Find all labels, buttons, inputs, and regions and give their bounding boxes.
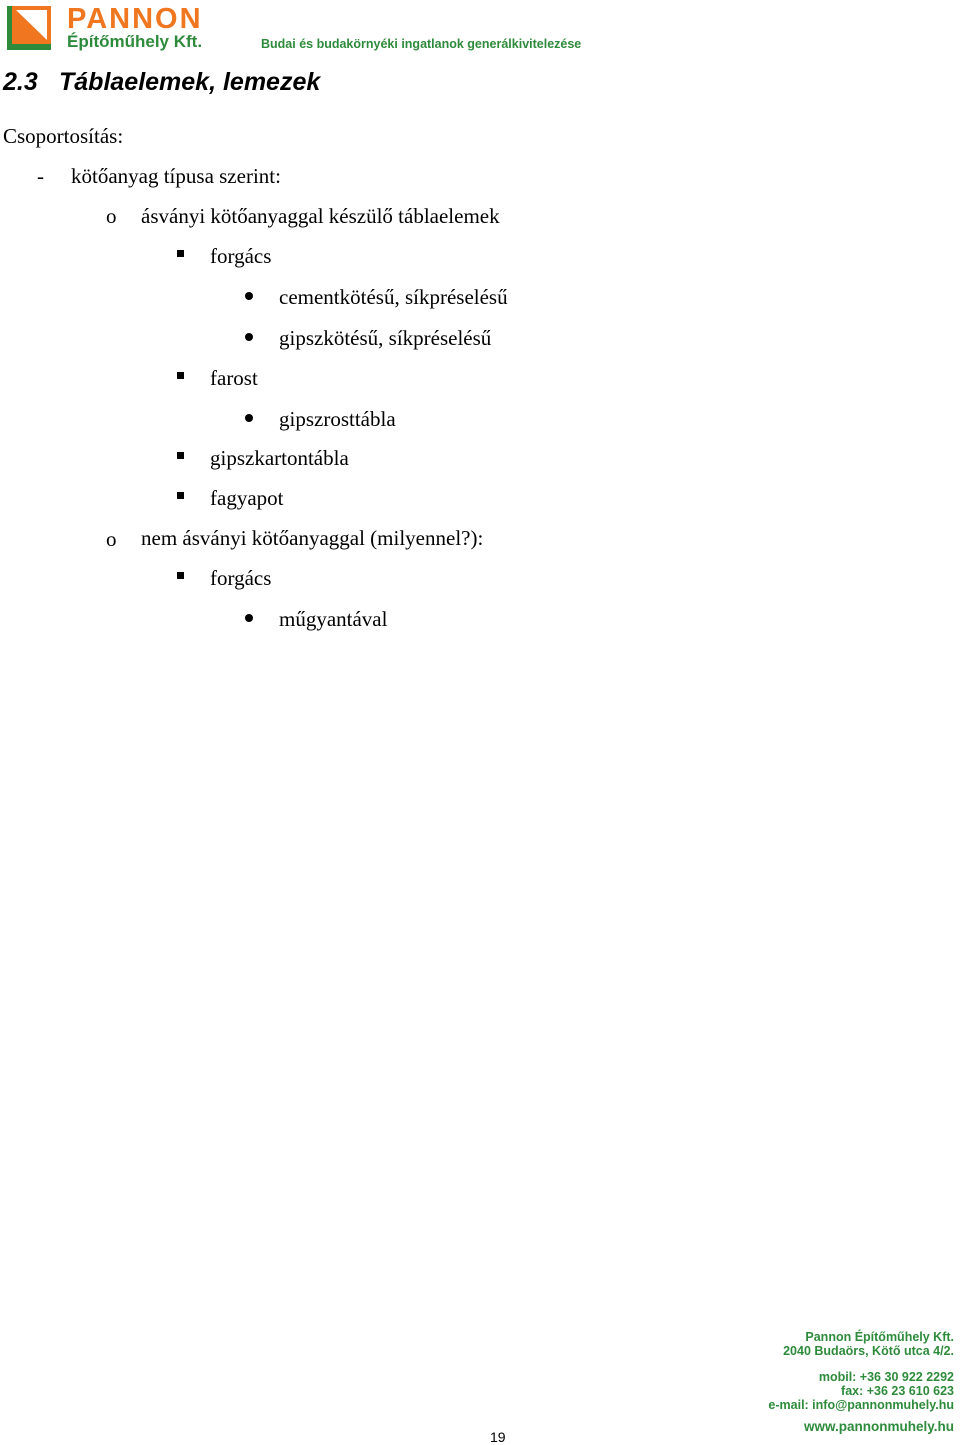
footer-website: www.pannonmuhely.hu [804, 1419, 954, 1434]
round-bullet-icon [245, 333, 253, 341]
page-header [0, 0, 960, 60]
list-item: gipszkötésű, síkpréselésű [279, 326, 492, 350]
list-item: kötőanyag típusa szerint: [71, 164, 281, 188]
list-item: farost [210, 366, 258, 390]
logo-name: PANNON [67, 3, 203, 35]
round-bullet-icon [245, 292, 253, 300]
section-heading [3, 68, 320, 97]
list-item: gipszrosttábla [279, 407, 396, 431]
square-bullet-icon [177, 492, 184, 499]
company-logo-icon [7, 6, 51, 50]
square-bullet-icon [177, 572, 184, 579]
logo-subtitle: Építőműhely Kft. [67, 32, 203, 51]
circle-bullet: o [106, 527, 117, 551]
list-item: nem ásványi kötőanyaggal (milyennel?): [141, 526, 484, 550]
footer-address: 2040 Budaörs, Kötő utca 4/2. [783, 1344, 954, 1358]
square-bullet-icon [177, 452, 184, 459]
round-bullet-icon [245, 614, 253, 622]
section-number: 2.3 [3, 68, 38, 96]
square-bullet-icon [177, 250, 184, 257]
footer-mobile: mobil: +36 30 922 2292 [818, 1370, 954, 1384]
circle-bullet: o [106, 204, 117, 228]
list-item: fagyapot [210, 486, 284, 510]
square-bullet-icon [177, 372, 184, 379]
list-item: forgács [210, 566, 272, 590]
list-item: cementkötésű, síkpréselésű [279, 285, 508, 309]
list-item: műgyantával [279, 607, 388, 631]
list-item: ásványi kötőanyaggal készülő táblaelemek [141, 204, 500, 228]
header-tagline: Budai és budakörnyéki ingatlanok generálkivitelezése [261, 37, 582, 51]
section-title: Táblaelemek, lemezek [59, 68, 321, 96]
page-footer [768, 1330, 954, 1434]
footer-company: Pannon Építőműhely Kft. [805, 1330, 954, 1344]
list-item: gipszkartontábla [210, 446, 349, 470]
dash-bullet: - [37, 164, 44, 188]
footer-fax: fax: +36 23 610 623 [841, 1384, 954, 1398]
list-item: forgács [210, 244, 272, 268]
footer-email: e-mail: info@pannonmuhely.hu [768, 1398, 954, 1412]
page-number: 19 [490, 1429, 506, 1445]
round-bullet-icon [245, 414, 253, 422]
intro-text: Csoportosítás: [3, 124, 124, 148]
